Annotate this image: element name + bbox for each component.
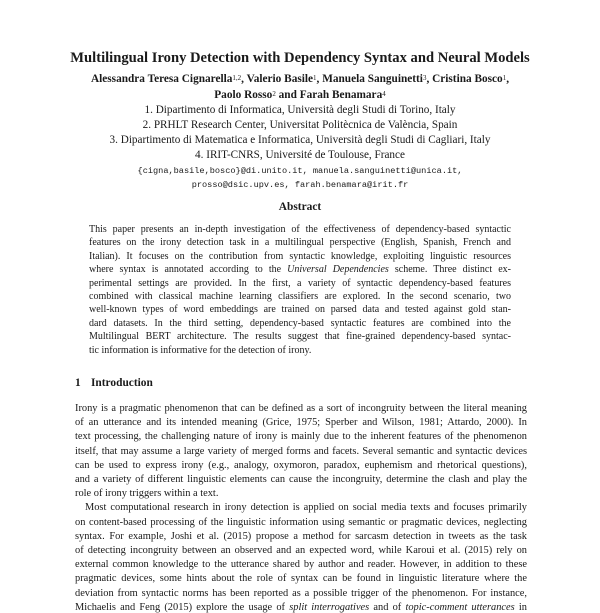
author-name: Paolo Rosso xyxy=(214,89,273,101)
abstract-line: perimental settings are provided. In the first, a variety of syntactic dependency-based features xyxy=(89,277,511,289)
author-affiliation-mark: 1,2 xyxy=(232,73,242,82)
body-line: on content-based processing of the linguistic information using semantic or pragmatic devices, neglecting xyxy=(75,516,527,528)
author-separator: and xyxy=(275,89,300,101)
body-line: pragmatic devices, some hints about the role of syntax can be found in linguistic literature where the xyxy=(75,573,527,585)
text-run: Michaelis and Feng (2015) explore the usage of xyxy=(75,601,290,613)
author-name: Farah Benamara xyxy=(299,89,383,101)
body-line: external common knowledge to the utterance shared by author and reader. However, in addition to these xyxy=(75,559,527,571)
body-line xyxy=(75,602,527,613)
author-name: Valerio Basile xyxy=(246,73,314,85)
author-affiliation-mark: 4 xyxy=(382,89,386,98)
author-separator: , xyxy=(426,73,433,85)
affiliation-4: 4. IRIT-CNRS, Université de Toulouse, France xyxy=(195,149,405,161)
text-run: in xyxy=(514,601,527,613)
emphasis-text: topic-comment utterances xyxy=(405,601,515,613)
author-name: Cristina Bosco xyxy=(432,73,503,85)
email-line-1: {cigna,basile,bosco}@di.unito.it, manuela.sanguinetti@unica.it, xyxy=(137,166,463,176)
author-line-1 xyxy=(0,73,600,85)
author-separator: , xyxy=(241,73,247,85)
author-separator: , xyxy=(506,73,510,85)
body-line: Irony is a pragmatic phenomenon that can be defined as a sort of incongruity between the literal meaning xyxy=(75,403,527,414)
body-line: itself, that may assume a large variety of merged forms and facets. Several semantic and syntactic devices xyxy=(75,445,527,457)
abstract-line: tic information is informative for the detection of irony. xyxy=(89,344,312,356)
body-line: Most computational research in irony detection is applied on social media texts and focuses primarily xyxy=(85,502,527,514)
abstract-line: Italian). It focuses on the contribution from syntactic knowledge, exploiting linguistic resources xyxy=(89,250,511,262)
body-line: can be used to express irony (e.g., analogy, oxymoron, paradox, euphemism and rhetorical questions), xyxy=(75,459,527,471)
text-run: scheme. Three distinct ex- xyxy=(388,264,511,276)
text-run: where syntax is annotated according to the xyxy=(89,264,288,276)
paper-title: Multilingual Irony Detection with Dependency Syntax and Neural Models xyxy=(70,50,530,66)
body-line: role of irony triggers within a text. xyxy=(75,488,219,500)
abstract-heading: Abstract xyxy=(278,201,322,213)
body-line: text processing, the challenging nature of irony is mainly due to the inherent features of the phenomenon xyxy=(75,431,527,443)
abstract-line: This paper presents an in-depth investigation of the effectiveness of dependency-based syntactic xyxy=(89,224,511,235)
abstract-line: well-known types of word embeddings are trained on parsed data and tested against gold stan- xyxy=(89,304,511,316)
abstract-line xyxy=(89,264,511,275)
abstract-line: Multilingual BERT architecture. The results suggest that fine-grained dependency-based syntac- xyxy=(89,331,511,343)
author-affiliation-mark: 3 xyxy=(422,73,427,82)
abstract-line: combined with classical machine learning classifiers are explored. In the second scenario, two xyxy=(89,291,511,302)
section-heading xyxy=(75,377,153,389)
text-run: and of xyxy=(369,601,406,613)
author-separator: , xyxy=(316,73,323,85)
affiliation-3: 3. Dipartimento di Matematica e Informatica, Università degli Studi di Cagliari, Italy xyxy=(109,134,491,146)
author-line-2 xyxy=(0,89,600,101)
emphasis-text: split interrogatives xyxy=(289,601,370,613)
author-name: Manuela Sanguinetti xyxy=(322,73,423,85)
author-affiliation-mark: 1 xyxy=(502,73,507,82)
section-number: 1 xyxy=(75,377,81,389)
abstract-line: features on the irony detection task in a multilingual perspective (English, Spanish, French and xyxy=(89,237,511,249)
emphasis-text: Universal Dependencies xyxy=(287,264,389,276)
body-line: syntax. For example, Joshi et al. (2015) propose a method for sarcasm detection in tweets as the task xyxy=(75,530,527,542)
author-affiliation-mark: 1 xyxy=(313,73,317,82)
body-line: deviation from syntactic norms has been reported as a possible trigger of the phenomenon. For instance, xyxy=(75,587,527,599)
author-name: Alessandra Teresa Cignarella xyxy=(90,73,233,85)
email-line-2: prosso@dsic.upv.es, farah.benamara@irit.fr xyxy=(191,180,409,190)
body-line: of an utterance and its intended meaning (Grice, 1975; Sperber and Wilson, 1981; Attardo, 2000). In xyxy=(75,417,527,429)
affiliation-1: 1. Dipartimento di Informatica, Università degli Studi di Torino, Italy xyxy=(144,104,456,116)
section-title: Introduction xyxy=(91,377,153,389)
affiliation-2: 2. PRHLT Research Center, Universitat Politècnica de València, Spain xyxy=(142,119,458,131)
body-line: and a variety of different linguistic elements can cause the incongruity, determine the clash and play the xyxy=(75,474,527,485)
body-line: of detecting incongruity between an observed and an expected word, while Karoui et al. (2015) rely on xyxy=(75,545,527,556)
abstract-line: dard datasets. In the third setting, dependency-based syntactic features are combined into the xyxy=(89,317,511,329)
author-affiliation-mark: 2 xyxy=(272,89,276,98)
